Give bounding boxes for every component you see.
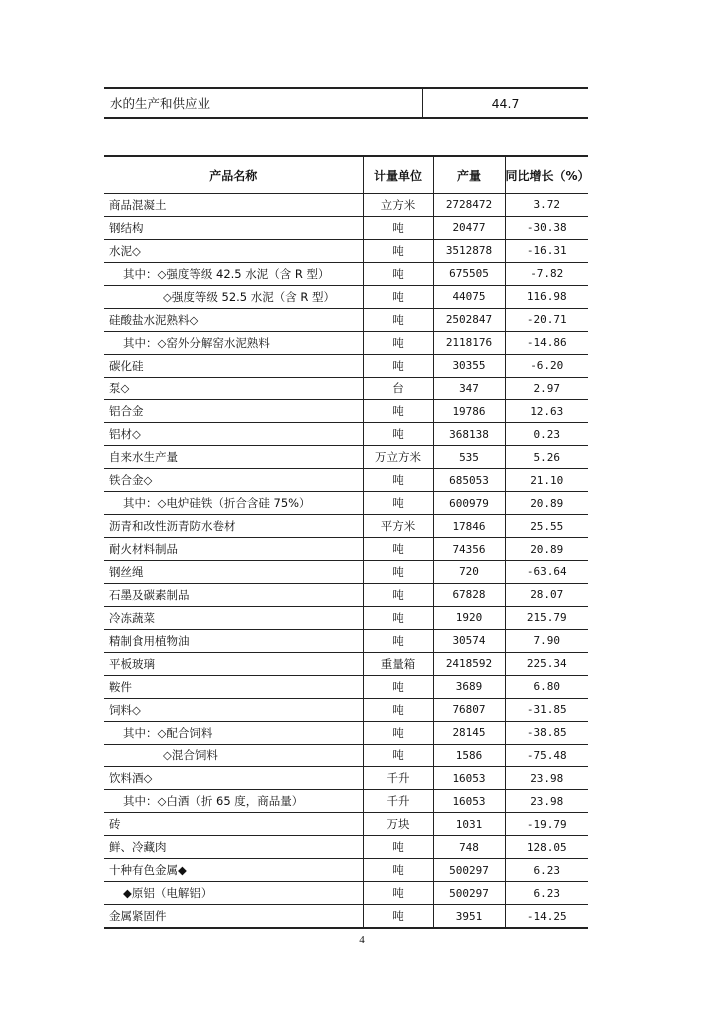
growth-cell: -14.25 (505, 905, 588, 928)
table-row (104, 721, 588, 744)
output-cell: 2728472 (433, 194, 505, 217)
product-name-cell: 沥青和改性沥青防水卷材 (104, 515, 363, 538)
growth-cell: 0.23 (505, 423, 588, 446)
unit-cell: 吨 (363, 606, 433, 629)
unit-cell: 吨 (363, 285, 433, 308)
growth-cell: 215.79 (505, 606, 588, 629)
table-row (104, 583, 588, 606)
table-row (104, 331, 588, 354)
product-name-cell: 其中：◇电炉硅铁（折合含硅 75%） (104, 492, 363, 515)
page-number: 4 (359, 934, 365, 946)
growth-cell: -16.31 (505, 239, 588, 262)
industry-summary-table (104, 87, 588, 119)
growth-cell: 5.26 (505, 446, 588, 469)
growth-cell: 6.23 (505, 882, 588, 905)
product-name-cell: 饲料◇ (104, 698, 363, 721)
growth-cell: -30.38 (505, 216, 588, 239)
unit-cell: 吨 (363, 216, 433, 239)
growth-cell: 7.90 (505, 629, 588, 652)
unit-cell: 吨 (363, 583, 433, 606)
unit-cell: 吨 (363, 675, 433, 698)
unit-cell: 吨 (363, 308, 433, 331)
product-name-cell: 碳化硅 (104, 354, 363, 377)
product-name-cell: 十种有色金属◆ (104, 859, 363, 882)
growth-cell: 12.63 (505, 400, 588, 423)
output-cell: 3689 (433, 675, 505, 698)
table-row (104, 882, 588, 905)
growth-cell: 21.10 (505, 469, 588, 492)
product-name-cell: 其中：◇窑外分解窑水泥熟料 (104, 331, 363, 354)
output-cell: 748 (433, 836, 505, 859)
output-cell: 1031 (433, 813, 505, 836)
unit-cell: 吨 (363, 331, 433, 354)
table-row (104, 698, 588, 721)
output-cell: 3951 (433, 905, 505, 928)
table-row (104, 606, 588, 629)
output-cell: 28145 (433, 721, 505, 744)
output-cell: 2502847 (433, 308, 505, 331)
output-cell: 2418592 (433, 652, 505, 675)
header-output: 产量 (433, 156, 505, 194)
product-name-cell: ◇强度等级 52.5 水泥（含 R 型） (104, 285, 363, 308)
product-name-cell: 钢结构 (104, 216, 363, 239)
header-product-name: 产品名称 (104, 156, 363, 194)
table-row (104, 400, 588, 423)
unit-cell: 吨 (363, 859, 433, 882)
output-cell: 368138 (433, 423, 505, 446)
unit-cell: 平方米 (363, 515, 433, 538)
table-header-row (104, 156, 588, 194)
header-unit: 计量单位 (363, 156, 433, 194)
unit-cell: 千升 (363, 767, 433, 790)
growth-cell: -20.71 (505, 308, 588, 331)
output-cell: 19786 (433, 400, 505, 423)
output-cell: 3512878 (433, 239, 505, 262)
unit-cell: 吨 (363, 538, 433, 561)
growth-cell: 128.05 (505, 836, 588, 859)
table-row (104, 377, 588, 400)
growth-cell: 3.72 (505, 194, 588, 217)
product-name-cell: 耐火材料制品 (104, 538, 363, 561)
product-name-cell: 硅酸盐水泥熟料◇ (104, 308, 363, 331)
output-cell: 347 (433, 377, 505, 400)
product-name-cell: 商品混凝土 (104, 194, 363, 217)
table-row (104, 262, 588, 285)
unit-cell: 台 (363, 377, 433, 400)
output-cell: 16053 (433, 790, 505, 813)
growth-cell: 116.98 (505, 285, 588, 308)
table-row (104, 629, 588, 652)
growth-cell: 23.98 (505, 767, 588, 790)
table-row (104, 515, 588, 538)
growth-cell: -14.86 (505, 331, 588, 354)
unit-cell: 立方米 (363, 194, 433, 217)
unit-cell: 吨 (363, 262, 433, 285)
unit-cell: 吨 (363, 836, 433, 859)
unit-cell: 重量箱 (363, 652, 433, 675)
product-name-cell: 铁合金◇ (104, 469, 363, 492)
output-cell: 30355 (433, 354, 505, 377)
output-cell: 500297 (433, 859, 505, 882)
table-row (104, 905, 588, 928)
output-cell: 30574 (433, 629, 505, 652)
unit-cell: 吨 (363, 882, 433, 905)
table-row (104, 836, 588, 859)
unit-cell: 吨 (363, 905, 433, 928)
growth-cell: -63.64 (505, 561, 588, 584)
output-cell: 2118176 (433, 331, 505, 354)
growth-cell: -7.82 (505, 262, 588, 285)
unit-cell: 吨 (363, 721, 433, 744)
product-name-cell: 饮料酒◇ (104, 767, 363, 790)
product-name-cell: 鞍件 (104, 675, 363, 698)
product-name-cell: 铝材◇ (104, 423, 363, 446)
unit-cell: 吨 (363, 744, 433, 767)
product-name-cell: ◆原铝（电解铝） (104, 882, 363, 905)
product-name-cell: 水泥◇ (104, 239, 363, 262)
unit-cell: 万立方米 (363, 446, 433, 469)
output-cell: 720 (433, 561, 505, 584)
unit-cell: 吨 (363, 239, 433, 262)
output-cell: 20477 (433, 216, 505, 239)
growth-cell: 2.97 (505, 377, 588, 400)
table-body (104, 194, 588, 929)
table-row (104, 216, 588, 239)
output-cell: 16053 (433, 767, 505, 790)
growth-cell: -75.48 (505, 744, 588, 767)
table-row (104, 790, 588, 813)
table-row (104, 859, 588, 882)
growth-cell: 20.89 (505, 492, 588, 515)
table-row (104, 561, 588, 584)
table-row (104, 652, 588, 675)
unit-cell: 吨 (363, 492, 433, 515)
table-row (104, 354, 588, 377)
table-row (104, 423, 588, 446)
product-name-cell: 金属紧固件 (104, 905, 363, 928)
growth-cell: -6.20 (505, 354, 588, 377)
growth-cell: 6.23 (505, 859, 588, 882)
product-name-cell: 自来水生产量 (104, 446, 363, 469)
output-cell: 600979 (433, 492, 505, 515)
output-cell: 74356 (433, 538, 505, 561)
product-name-cell: 砖 (104, 813, 363, 836)
output-cell: 535 (433, 446, 505, 469)
table-row (104, 446, 588, 469)
output-cell: 1586 (433, 744, 505, 767)
unit-cell: 万块 (363, 813, 433, 836)
product-output-table (104, 155, 588, 929)
unit-cell: 千升 (363, 790, 433, 813)
unit-cell: 吨 (363, 698, 433, 721)
industry-name-cell: 水的生产和供应业 (104, 88, 423, 118)
growth-cell: -38.85 (505, 721, 588, 744)
output-cell: 76807 (433, 698, 505, 721)
output-cell: 500297 (433, 882, 505, 905)
product-name-cell: 钢丝绳 (104, 561, 363, 584)
product-name-cell: 铝合金 (104, 400, 363, 423)
growth-cell: -31.85 (505, 698, 588, 721)
table-row (104, 744, 588, 767)
unit-cell: 吨 (363, 400, 433, 423)
product-name-cell: 其中：◇强度等级 42.5 水泥（含 R 型） (104, 262, 363, 285)
table-row (104, 469, 588, 492)
table-row (104, 538, 588, 561)
growth-cell: 25.55 (505, 515, 588, 538)
unit-cell: 吨 (363, 629, 433, 652)
product-name-cell: 平板玻璃 (104, 652, 363, 675)
product-name-cell: 其中：◇白酒（折 65 度，商品量） (104, 790, 363, 813)
unit-cell: 吨 (363, 561, 433, 584)
industry-value-cell: 44.7 (423, 88, 589, 118)
table-row (104, 239, 588, 262)
output-cell: 67828 (433, 583, 505, 606)
product-name-cell: 石墨及碳素制品 (104, 583, 363, 606)
growth-cell: 6.80 (505, 675, 588, 698)
table-row (104, 88, 588, 118)
growth-cell: 20.89 (505, 538, 588, 561)
output-cell: 1920 (433, 606, 505, 629)
output-cell: 685053 (433, 469, 505, 492)
table-row (104, 813, 588, 836)
product-name-cell: 其中：◇配合饲料 (104, 721, 363, 744)
output-cell: 44075 (433, 285, 505, 308)
table-row (104, 308, 588, 331)
growth-cell: 23.98 (505, 790, 588, 813)
unit-cell: 吨 (363, 354, 433, 377)
table-row (104, 767, 588, 790)
growth-cell: 28.07 (505, 583, 588, 606)
table-row (104, 285, 588, 308)
growth-cell: 225.34 (505, 652, 588, 675)
table-row (104, 675, 588, 698)
product-name-cell: 鲜、冷藏肉 (104, 836, 363, 859)
table-row (104, 194, 588, 217)
product-name-cell: ◇混合饲料 (104, 744, 363, 767)
header-growth: 同比增长（%） (505, 156, 588, 194)
growth-cell: -19.79 (505, 813, 588, 836)
output-cell: 675505 (433, 262, 505, 285)
product-name-cell: 精制食用植物油 (104, 629, 363, 652)
output-cell: 17846 (433, 515, 505, 538)
unit-cell: 吨 (363, 423, 433, 446)
unit-cell: 吨 (363, 469, 433, 492)
product-name-cell: 冷冻蔬菜 (104, 606, 363, 629)
table-row (104, 492, 588, 515)
product-name-cell: 泵◇ (104, 377, 363, 400)
